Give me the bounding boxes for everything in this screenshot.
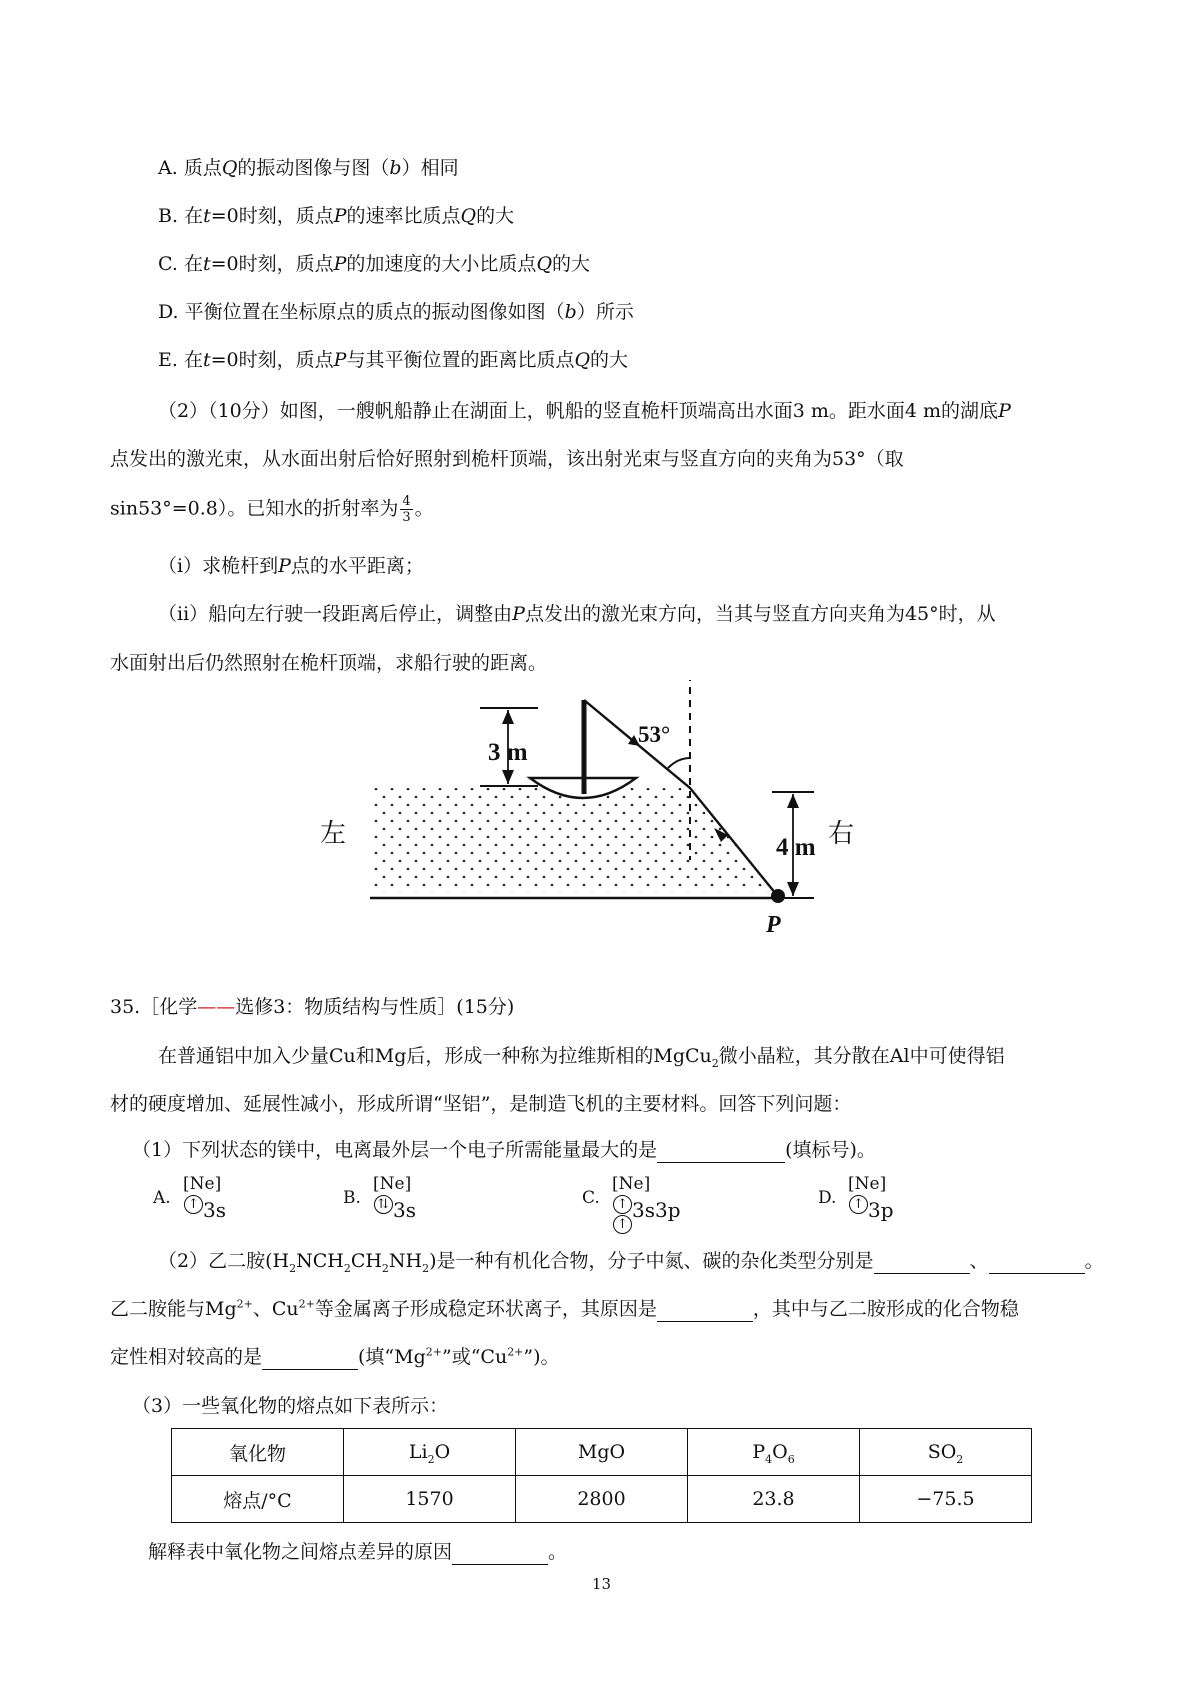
table-cell: $Li_2O$ — [344, 1429, 516, 1476]
answer-blank[interactable] — [874, 1253, 970, 1274]
answer-blank[interactable] — [657, 1301, 753, 1322]
q2-sub-ii-cont: 水面射出后仍然照射在桅杆顶端，求船行驶的距离。 — [110, 652, 548, 674]
option-b: B. 在t=0时刻，质点P的速率比质点Q的大 — [158, 205, 515, 227]
orbital-box: ↑ — [849, 1195, 868, 1214]
label-4m: 4 m — [776, 834, 816, 861]
table-cell: −75.5 — [860, 1476, 1032, 1523]
orbital-box: ↑ — [613, 1215, 632, 1234]
label-right: 右 — [828, 819, 855, 849]
table-cell: $P_4O_6$ — [688, 1429, 860, 1476]
q2-sub-ii: （ii）船向左行驶一段距离后停止，调整由P点发出的激光束方向，当其与竖直方向夹角为45°时，从 — [158, 603, 996, 625]
table-cell: 23.8 — [688, 1476, 860, 1523]
q35-intro-2: 材的硬度增加、延展性减小，形成所谓“坚铝”，是制造飞机的主要材料。回答下列问题： — [110, 1093, 852, 1115]
answer-blank[interactable] — [452, 1544, 548, 1565]
q35-part1: （1）下列状态的镁中，电离最外层一个电子所需能量最大的是 (填标号)。 — [132, 1139, 876, 1161]
table-cell: MgO — [516, 1429, 688, 1476]
q35-part3-tail: 解释表中氧化物之间熔点差异的原因 。 — [148, 1541, 568, 1563]
option-a: A. 质点Q的振动图像与图（b）相同 — [158, 157, 459, 179]
q2-line2: 点发出的激光束，从水面出射后恰好照射到桅杆顶端，该出射光束与竖直方向的夹角为53°（取 — [110, 448, 904, 470]
refractive-index-fraction: $\frac{4}{3}$ — [402, 494, 411, 525]
orbital-box: ⇅ — [374, 1195, 393, 1214]
orbital-box: ↑ — [613, 1195, 632, 1214]
option-d: D. 平衡位置在坐标原点的质点的振动图像如图（b）所示 — [158, 301, 634, 323]
q35-part2-line1: （2）乙二胺$(H_2NCH_2CH_2NH_2)$是一种有机化合物，分子中氮、碳的杂化类型分别是 、 。 — [158, 1250, 1104, 1275]
orbital-box: ↑ — [184, 1195, 203, 1214]
q35-intro-1: 在普通铝中加入少量Cu和Mg后，形成一种称为拉维斯相的MgCu$_2$微小晶粒，其分散在Al中可使得铝 — [158, 1045, 1005, 1070]
melting-point-table — [171, 1428, 1032, 1523]
answer-blank[interactable] — [989, 1253, 1085, 1274]
table-cell: $SO_2$ — [860, 1429, 1032, 1476]
q35-part2-line3: 定性相对较高的是 (填“$Mg^{2+}$”或“$Cu^{2+}$”)。 — [110, 1345, 560, 1368]
option-e: E. 在t=0时刻，质点P与其平衡位置的距离比质点Q的大 — [158, 349, 629, 371]
label-3m: 3 m — [488, 739, 528, 766]
q2-line3: sin53°=0.8）。已知水的折射率为 $\frac{4}{3}$ 。 — [110, 494, 434, 525]
table-cell: 熔点/°C — [172, 1476, 344, 1523]
point-p — [771, 889, 785, 903]
option-c: C. 在t=0时刻，质点P的加速度的大小比质点Q的大 — [158, 253, 591, 275]
table-cell: 2800 — [516, 1476, 688, 1523]
answer-blank[interactable] — [262, 1349, 358, 1370]
sailboat-figure — [300, 680, 900, 940]
label-angle: 53° — [638, 722, 671, 747]
label-left: 左 — [320, 819, 347, 849]
table-cell: 1570 — [344, 1476, 516, 1523]
q2-sub-i: （i）求桅杆到P点的水平距离； — [158, 555, 424, 577]
table-row — [172, 1476, 1032, 1523]
table-row — [172, 1429, 1032, 1476]
page-number: 13 — [592, 1575, 612, 1593]
q2-line1: （2）（10分）如图，一艘帆船静止在湖面上，帆船的竖直桅杆顶端高出水面3 m。距水面4 m的湖底P — [158, 400, 1011, 422]
table-cell: 氧化物 — [172, 1429, 344, 1476]
label-p: P — [766, 912, 781, 938]
q35-heading: 35.［化学——选修3：物质结构与性质］(15分) — [110, 996, 515, 1018]
q35-part3: （3）一些氧化物的熔点如下表所示： — [132, 1395, 449, 1417]
q35-part2-line2: 乙二胺能与$Mg^{2+}$、$Cu^{2+}$等金属离子形成稳定环状离子，其原因是 ，其中与乙二胺形成的化合物稳 — [110, 1297, 1019, 1320]
answer-blank[interactable] — [657, 1142, 785, 1163]
